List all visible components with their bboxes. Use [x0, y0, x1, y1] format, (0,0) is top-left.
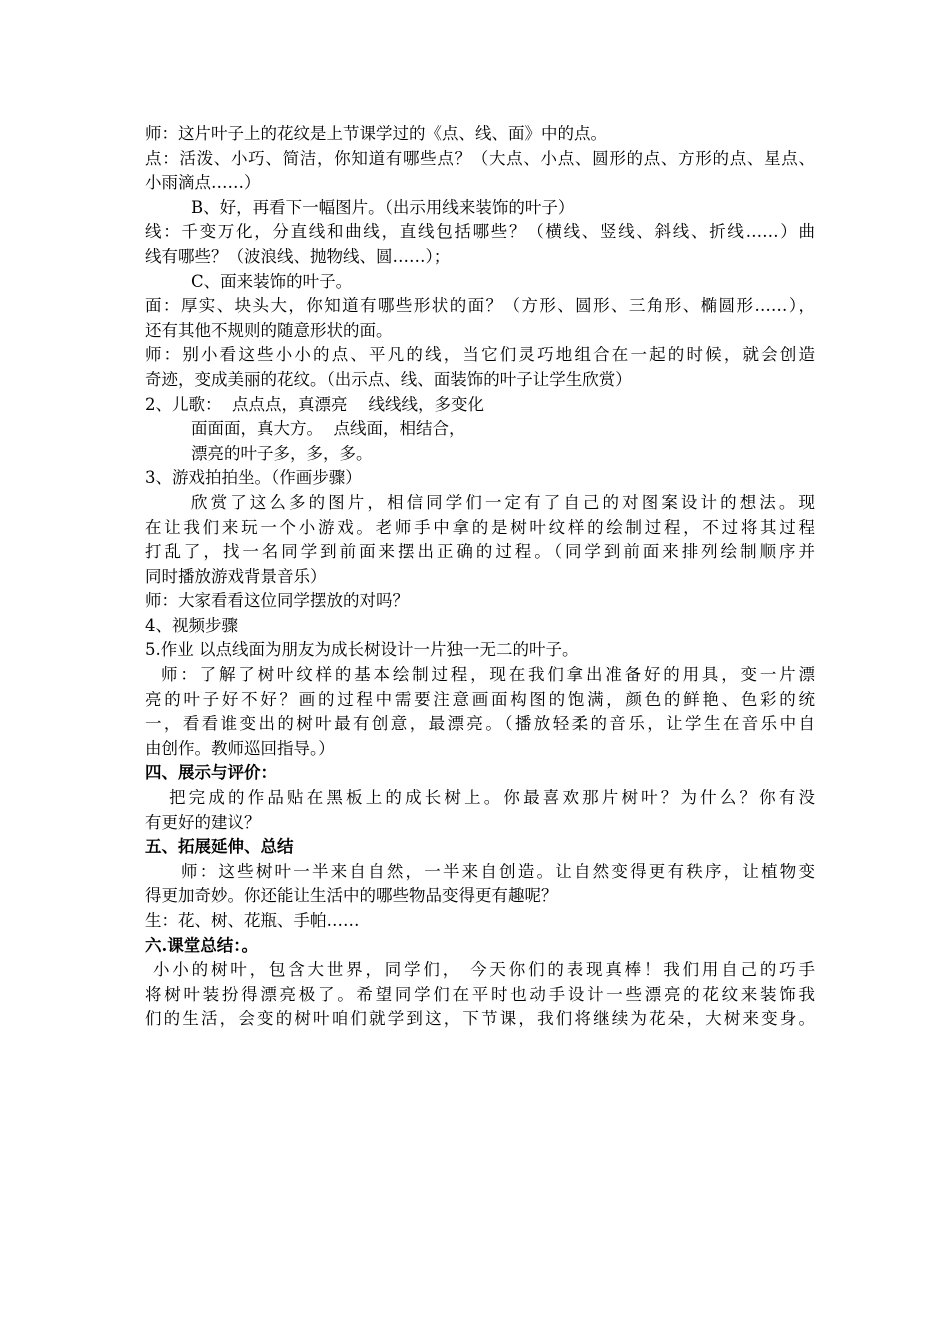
text-line: 有更好的建议？ — [145, 812, 261, 832]
text-line: 一，看看谁变出的树叶最有创意，最漂亮。（播放轻柔的音乐，让学生在音乐中自 — [145, 714, 815, 734]
text-line: C、面来装饰的叶子。 — [191, 271, 353, 291]
text-line: 4、视频步骤 — [145, 615, 238, 635]
text-line: 小小的树叶，包含大世界，同学们， 今天你们的表现真棒！我们用自己的巧手 — [153, 960, 815, 980]
section-heading: 六.课堂总结：。 — [145, 935, 258, 955]
text-line: 漂亮的叶子多，多，多。 — [191, 443, 373, 463]
text-line: 同时播放游戏背景音乐） — [145, 566, 327, 586]
text-line: 线：千变万化，分直线和曲线，直线包括哪些？（横线、竖线、斜线、折线……）曲 — [145, 222, 815, 242]
text-line: 亮的叶子好不好？画的过程中需要注意画面构图的饱满，颜色的鲜艳、色彩的统 — [145, 689, 815, 709]
text-line: 还有其他不规则的随意形状的面。 — [145, 320, 393, 340]
text-line: 由创作。教师巡回指导。） — [145, 738, 335, 758]
text-line: 师：这些树叶一半来自自然，一半来自创造。让自然变得更有秩序，让植物变 — [181, 861, 815, 881]
text-line: 把完成的作品贴在黑板上的成长树上。你最喜欢那片树叶？为什么？你有没 — [169, 788, 815, 808]
text-line: 在让我们来玩一个小游戏。老师手中拿的是树叶纹样的绘制过程，不过将其过程 — [145, 517, 815, 537]
text-line: 5.作业 以点线面为朋友为成长树设计一片独一无二的叶子。 — [145, 640, 579, 660]
section-heading: 五、拓展延伸、总结 — [145, 837, 294, 857]
text-line: 2、儿歌： 点点点，真漂亮 线线线，多变化 — [145, 394, 484, 414]
text-line: 师：大家看看这位同学摆放的对吗？ — [145, 591, 409, 611]
text-line: 线有哪些？（波浪线、抛物线、圆……）； — [145, 246, 451, 266]
text-line: 欣赏了这么多的图片，相信同学们一定有了自己的对图案设计的想法。现 — [191, 492, 815, 512]
text-line: 面面面，真大方。 点线面，相结合， — [191, 419, 466, 439]
text-line: B、好，再看下一幅图片。（出示用线来装饰的叶子） — [191, 197, 575, 217]
text-line: 3、游戏拍拍坐。（作画步骤） — [145, 468, 362, 488]
text-line: 奇迹，变成美丽的花纹。（出示点、线、面装饰的叶子让学生欣赏） — [145, 369, 632, 389]
section-heading: 四、展示与评价： — [145, 763, 277, 783]
text-line: 小雨滴点……） — [145, 173, 261, 193]
text-line: 师：这片叶子上的花纹是上节课学过的《点、线、面》中的点。 — [145, 124, 607, 143]
text-line: 面：厚实、块头大，你知道有哪些形状的面？（方形、圆形、三角形、椭圆形……）， — [145, 296, 815, 316]
text-line: 点：活泼、小巧、简洁，你知道有哪些点？（大点、小点、圆形的点、方形的点、星点、 — [145, 148, 815, 168]
text-line: 们的生活，会变的树叶咱们就学到这，下节课，我们将继续为花朵，大树来变身。 — [145, 1009, 815, 1029]
text-line: 打乱了，找一名同学到前面来摆出正确的过程。（同学到前面来排列绘制顺序并 — [145, 542, 815, 562]
text-line: 师：了解了树叶纹样的基本绘制过程，现在我们拿出准备好的用具，变一片漂 — [161, 665, 815, 685]
document-body — [145, 122, 815, 1032]
text-line: 得更加奇妙。你还能让生活中的哪些物品变得更有趣呢？ — [145, 886, 558, 906]
text-line: 生：花、树、花瓶、手帕…… — [145, 911, 360, 930]
text-line: 师：别小看这些小小的点、平凡的线，当它们灵巧地组合在一起的时候，就会创造 — [145, 345, 815, 365]
text-line: 将树叶装扮得漂亮极了。希望同学们在平时也动手设计一些漂亮的花纹来装饰我 — [145, 984, 815, 1004]
